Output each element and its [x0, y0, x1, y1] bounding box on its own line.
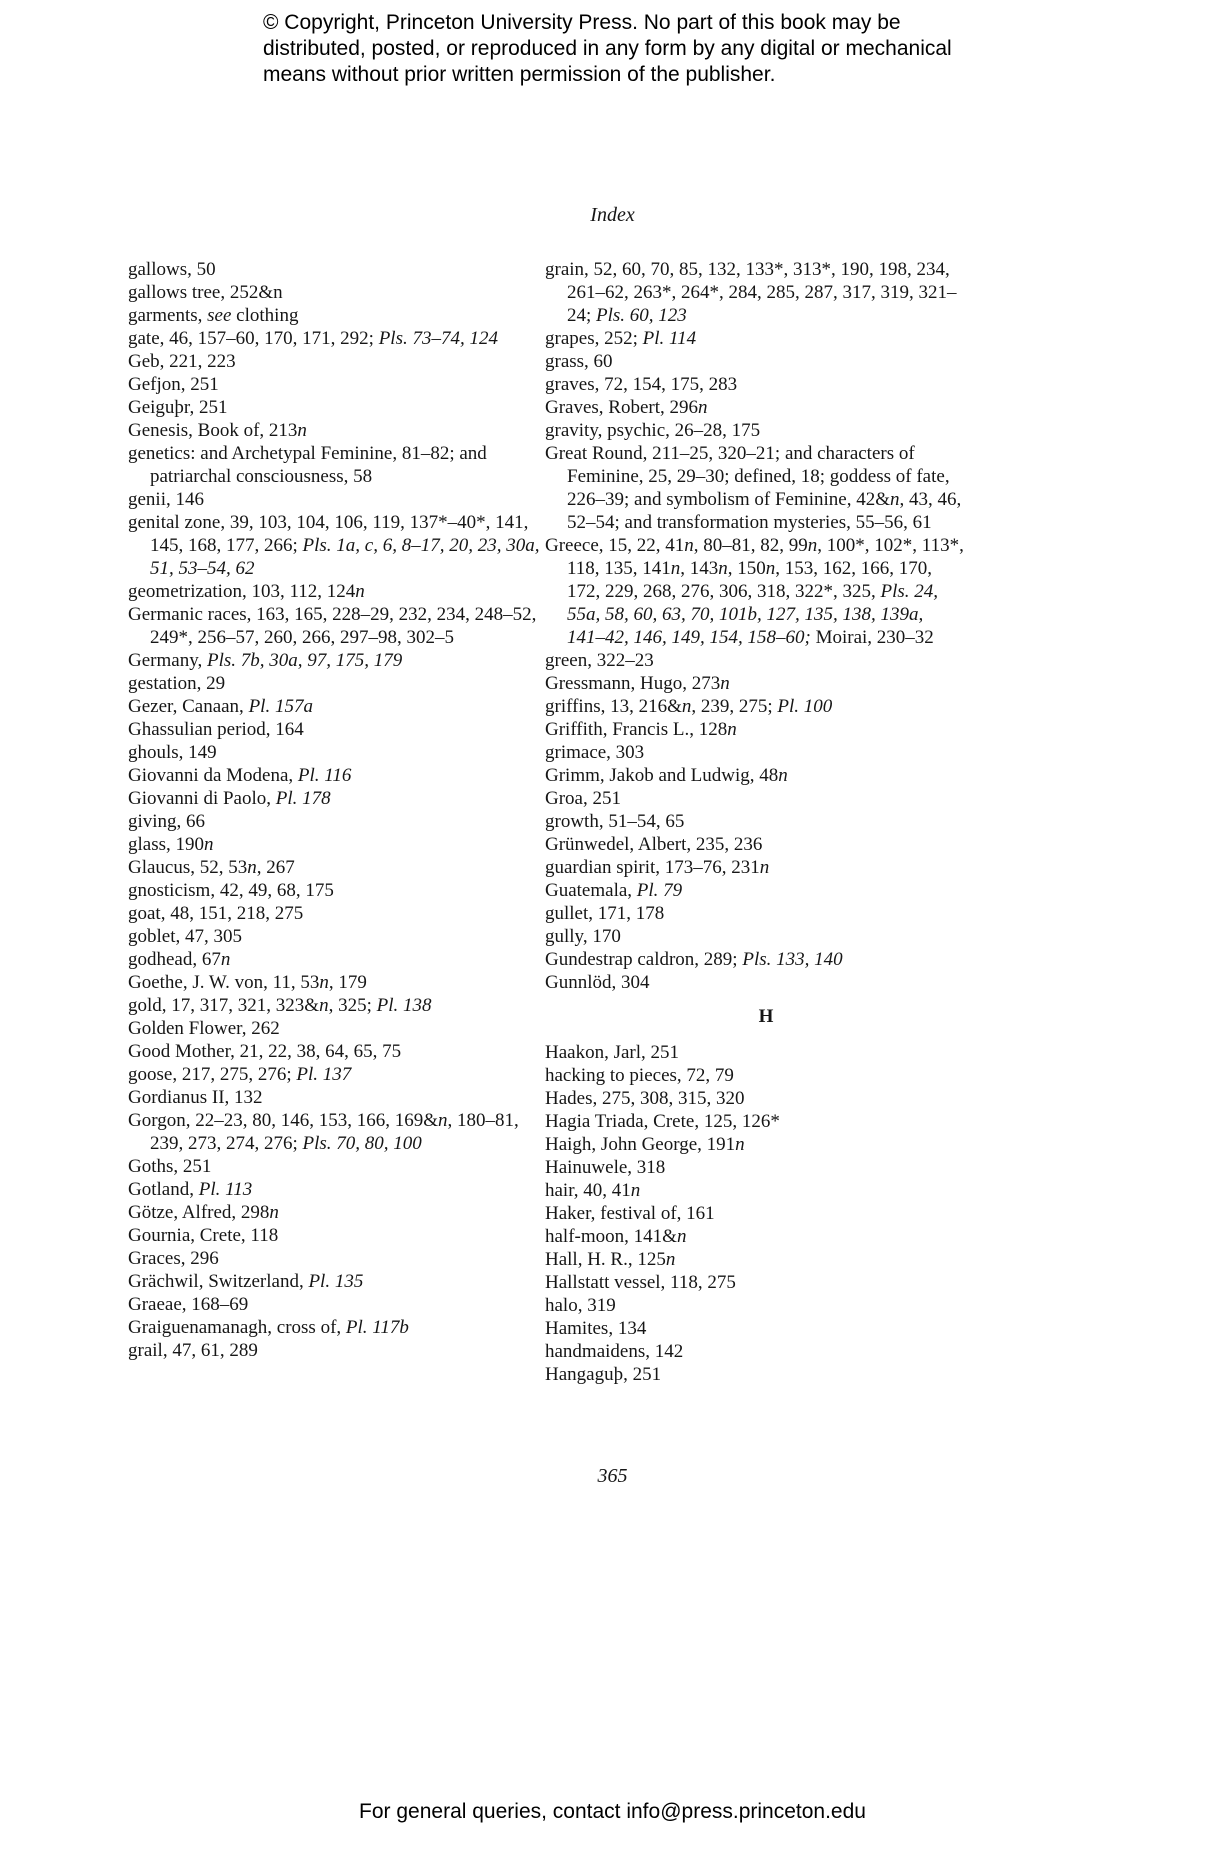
index-entry: grain, 52, 60, 70, 85, 132, 133*, 313*, 190, 198, 234, 261–62, 263*, 264*, 284, 285, 287, 317, 319, 321–24; Pls. 60, 123 [545, 259, 957, 326]
index-entry: Hades, 275, 308, 315, 320 [545, 1088, 745, 1109]
index-entry: Glaucus, 52, 53n, 267 [128, 857, 295, 878]
index-entry: Groa, 251 [545, 788, 621, 809]
index-entry: Hall, H. R., 125n [545, 1249, 676, 1270]
index-entry: graves, 72, 154, 175, 283 [545, 374, 738, 395]
index-section-g [545, 258, 965, 994]
index-entry: gestation, 29 [128, 673, 226, 694]
copyright-line: © Copyright, Princeton University Press. No part of this book may be [263, 11, 901, 34]
index-entry: ghouls, 149 [128, 742, 217, 763]
index-entry: Germany, Pls. 7b, 30a, 97, 175, 179 [128, 650, 403, 671]
index-entry: Golden Flower, 262 [128, 1018, 280, 1039]
index-entry: Graves, Robert, 296n [545, 397, 708, 418]
copyright-notice [263, 10, 1023, 88]
index-entry: geometrization, 103, 112, 124n [128, 581, 365, 602]
index-entry: giving, 66 [128, 811, 206, 832]
index-entry: Geiguþr, 251 [128, 397, 228, 418]
index-entry: gallows tree, 252&n [128, 282, 283, 303]
copyright-line: means without prior written permission of the publisher. [263, 63, 776, 86]
index-entry: Gefjon, 251 [128, 374, 219, 395]
index-entry: Götze, Alfred, 298n [128, 1202, 279, 1223]
index-entry: griffins, 13, 216&n, 239, 275; Pl. 100 [545, 696, 833, 717]
footer-contact: For general queries, contact info@press.princeton.edu [359, 1800, 866, 1823]
index-entry: Graeae, 168–69 [128, 1294, 249, 1315]
index-entry: goose, 217, 275, 276; Pl. 137 [128, 1064, 352, 1085]
page-number: 365 [597, 1465, 628, 1487]
index-entry: Gressmann, Hugo, 273n [545, 673, 730, 694]
index-entry: guardian spirit, 173–76, 231n [545, 857, 770, 878]
index-entry: gallows, 50 [128, 259, 216, 280]
index-entry: Ghassulian period, 164 [128, 719, 304, 740]
index-section-h [545, 1041, 965, 1386]
index-entry: genii, 146 [128, 489, 204, 510]
index-entry: Hallstatt vessel, 118, 275 [545, 1272, 736, 1293]
index-entry: grass, 60 [545, 351, 613, 372]
page-title: Index [590, 204, 635, 226]
index-entry: grail, 47, 61, 289 [128, 1340, 258, 1361]
index-column-left [128, 258, 548, 1362]
index-entry: Gundestrap caldron, 289; Pls. 133, 140 [545, 949, 843, 970]
index-entry: Grimm, Jakob and Ludwig, 48n [545, 765, 788, 786]
index-entry: Geb, 221, 223 [128, 351, 236, 372]
index-entry: Gorgon, 22–23, 80, 146, 153, 166, 169&n, 180–81, 239, 273, 274, 276; Pls. 70, 80, 100 [128, 1110, 519, 1154]
index-entry: Guatemala, Pl. 79 [545, 880, 683, 901]
index-entry: Grünwedel, Albert, 235, 236 [545, 834, 763, 855]
index-entry: goat, 48, 151, 218, 275 [128, 903, 304, 924]
index-entry: Good Mother, 21, 22, 38, 64, 65, 75 [128, 1041, 402, 1062]
index-entry: green, 322–23 [545, 650, 654, 671]
index-entry: gully, 170 [545, 926, 621, 947]
index-entry: Gunnlöd, 304 [545, 972, 650, 993]
index-entry: gravity, psychic, 26–28, 175 [545, 420, 761, 441]
index-entry: Hangaguþ, 251 [545, 1364, 662, 1385]
index-entry: Griffith, Francis L., 128n [545, 719, 737, 740]
index-entry: Greece, 15, 22, 41n, 80–81, 82, 99n, 100*, 102*, 113*, 118, 135, 141n, 143n, 150n, 153, 162, 166, 170, 172, 229, 268, 276, 306, 318, 322*, 325, Pls. 24, 55a, 58, 60, 63, 70, 101b, 127, 135, 138, 139a, 141–42, 146, 149, 154, 158–60; Moirai, 230–32 [545, 535, 964, 648]
index-entry: Graiguenamanagh, cross of, Pl. 117b [128, 1317, 409, 1338]
index-entry: Haakon, Jarl, 251 [545, 1042, 680, 1063]
index-entry: genital zone, 39, 103, 104, 106, 119, 137*–40*, 141, 145, 168, 177, 266; Pls. 1a, c, 6, 8–17, 20, 23, 30a, 51, 53–54, 62 [128, 512, 540, 579]
index-entry: halo, 319 [545, 1295, 616, 1316]
index-entry: Grächwil, Switzerland, Pl. 135 [128, 1271, 364, 1292]
index-entry: Genesis, Book of, 213n [128, 420, 307, 441]
index-entry: grimace, 303 [545, 742, 645, 763]
index-entry: Haigh, John George, 191n [545, 1134, 745, 1155]
index-column-right [545, 258, 965, 1386]
copyright-line: distributed, posted, or reproduced in any form by any digital or mechanical [263, 37, 952, 60]
index-entry: hacking to pieces, 72, 79 [545, 1065, 734, 1086]
index-entry: Gordianus II, 132 [128, 1087, 263, 1108]
index-entry: Gournia, Crete, 118 [128, 1225, 279, 1246]
index-entry: Gotland, Pl. 113 [128, 1179, 253, 1200]
index-entry: Haker, festival of, 161 [545, 1203, 715, 1224]
index-entry: gold, 17, 317, 321, 323&n, 325; Pl. 138 [128, 995, 432, 1016]
index-entry: hair, 40, 41n [545, 1180, 641, 1201]
index-entry: half-moon, 141&n [545, 1226, 687, 1247]
index-entry: gate, 46, 157–60, 170, 171, 292; Pls. 73–74, 124 [128, 328, 498, 349]
index-entry: Germanic races, 163, 165, 228–29, 232, 234, 248–52, 249*, 256–57, 260, 266, 297–98, 302–5 [128, 604, 537, 648]
index-entry: glass, 190n [128, 834, 214, 855]
index-entry: gnosticism, 42, 49, 68, 175 [128, 880, 334, 901]
index-entry: Giovanni da Modena, Pl. 116 [128, 765, 352, 786]
index-entry: grapes, 252; Pl. 114 [545, 328, 697, 349]
index-entry: Goths, 251 [128, 1156, 212, 1177]
index-entry: growth, 51–54, 65 [545, 811, 685, 832]
index-entry: Graces, 296 [128, 1248, 219, 1269]
index-entry: Hainuwele, 318 [545, 1157, 666, 1178]
index-entry: Hagia Triada, Crete, 125, 126* [545, 1111, 780, 1132]
index-entry: gullet, 171, 178 [545, 903, 665, 924]
index-entry: godhead, 67n [128, 949, 231, 970]
index-entry: garments, see clothing [128, 305, 299, 326]
index-entry: genetics: and Archetypal Feminine, 81–82; and patriarchal consciousness, 58 [128, 443, 487, 487]
index-entry: Gezer, Canaan, Pl. 157a [128, 696, 313, 717]
section-letter-heading: H [758, 1006, 774, 1027]
index-entry: Great Round, 211–25, 320–21; and characters of Feminine, 25, 29–30; defined, 18; goddess of fate, 226–39; and symbolism of Feminine, 42&n, 43, 46, 52–54; and transformation mysteries, 55–56, 61 [545, 443, 962, 533]
index-entry: Hamites, 134 [545, 1318, 647, 1339]
index-entry: Goethe, J. W. von, 11, 53n, 179 [128, 972, 367, 993]
index-entry: goblet, 47, 305 [128, 926, 242, 947]
index-entry: Giovanni di Paolo, Pl. 178 [128, 788, 331, 809]
index-entry: handmaidens, 142 [545, 1341, 684, 1362]
